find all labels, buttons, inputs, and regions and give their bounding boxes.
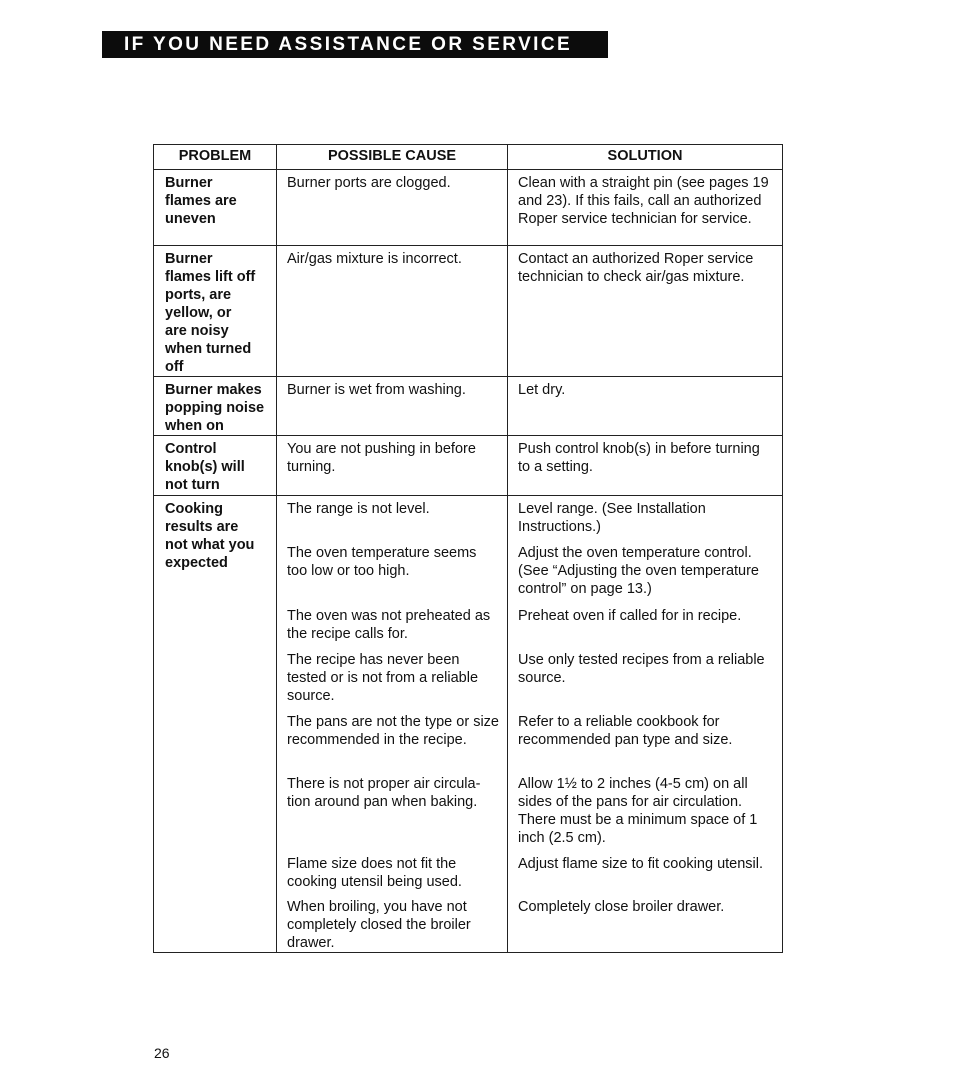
solution-text: Adjust the oven temperature control. (See “Adjusting the oven temperature control” on page 13.) xyxy=(518,544,759,597)
problem-text: Control knob(s) will not turn xyxy=(165,441,245,493)
cause-cell xyxy=(277,894,508,953)
solution-text: Preheat oven if called for in recipe. xyxy=(518,607,742,624)
solution-text: Let dry. xyxy=(518,382,566,398)
solution-text: Allow 1½ to 2 inches (4-5 cm) on all sides of the pans for air circulation. There must be a minimum space of 1 inch (2.5 cm). xyxy=(518,775,758,846)
solution-text: Use only tested recipes from a reliable source. xyxy=(518,651,765,686)
troubleshooting-table xyxy=(153,144,783,953)
solution-cell xyxy=(508,771,783,851)
solution-cell xyxy=(508,647,783,709)
column-header-problem: PROBLEM xyxy=(154,145,277,170)
table-row xyxy=(154,377,783,436)
cause-cell xyxy=(277,603,508,647)
cause-cell xyxy=(277,647,508,709)
problem-text: Burner flames are uneven xyxy=(165,175,237,227)
problem-cell xyxy=(154,246,277,377)
problem-cell xyxy=(154,377,277,436)
cause-cell xyxy=(277,170,508,246)
solution-cell xyxy=(508,246,783,377)
cause-text: The pans are not the type or size recommended in the recipe. xyxy=(287,713,499,748)
problem-text: Cooking results are not what you expected xyxy=(165,501,255,571)
solution-text: Contact an authorized Roper service technician to check air/gas mixture. xyxy=(518,251,754,285)
solution-cell xyxy=(508,377,783,436)
solution-text: Refer to a reliable cookbook for recommended pan type and size. xyxy=(518,713,733,748)
solution-cell xyxy=(508,894,783,953)
cause-cell xyxy=(277,377,508,436)
cause-text: When broiling, you have not completely closed the broiler drawer. xyxy=(287,898,471,951)
solution-cell xyxy=(508,436,783,496)
solution-cell xyxy=(508,170,783,246)
solution-text: Completely close broiler drawer. xyxy=(518,898,725,915)
solution-text: Level range. (See Installation Instructions.) xyxy=(518,501,706,535)
problem-cell xyxy=(154,170,277,246)
table-header-row xyxy=(154,145,783,170)
solution-cell xyxy=(508,851,783,894)
page-number: 26 xyxy=(154,1045,170,1061)
cause-text: Burner is wet from washing. xyxy=(287,382,466,398)
column-header-solution: SOLUTION xyxy=(508,145,783,170)
cause-text: The recipe has never been tested or is not from a reliable source. xyxy=(287,651,479,704)
solution-text: Push control knob(s) in before turning to a setting. xyxy=(518,441,760,475)
cause-cell xyxy=(277,540,508,603)
cause-cell xyxy=(277,771,508,851)
cause-cell xyxy=(277,246,508,377)
table-row xyxy=(154,496,783,540)
cause-text: Air/gas mixture is incorrect. xyxy=(287,251,462,267)
table-body xyxy=(154,170,783,953)
section-banner: IF YOU NEED ASSISTANCE OR SERVICE xyxy=(102,31,608,58)
solution-text: Adjust flame size to fit cooking utensil. xyxy=(518,855,764,872)
cause-text: There is not proper air circula-tion around pan when baking. xyxy=(287,775,481,810)
problem-text: Burner flames lift off ports, are yellow, or are noisy when turned off xyxy=(165,251,256,375)
solution-cell xyxy=(508,496,783,540)
troubleshooting-table-container xyxy=(153,144,782,953)
cause-text: Burner ports are clogged. xyxy=(287,175,451,191)
cause-cell xyxy=(277,436,508,496)
problem-cell xyxy=(154,496,277,953)
table-row xyxy=(154,246,783,377)
cause-cell xyxy=(277,709,508,771)
cause-cell xyxy=(277,496,508,540)
solution-text: Clean with a straight pin (see pages 19 and 23). If this fails, call an authorized Roper service technician for service. xyxy=(518,175,769,227)
column-header-cause: POSSIBLE CAUSE xyxy=(277,145,508,170)
solution-cell xyxy=(508,709,783,771)
cause-text: You are not pushing in before turning. xyxy=(287,441,476,475)
solution-cell xyxy=(508,603,783,647)
cause-text: The oven was not preheated as the recipe calls for. xyxy=(287,607,491,642)
cause-text: The range is not level. xyxy=(287,501,430,517)
problem-cell xyxy=(154,436,277,496)
table-row xyxy=(154,170,783,246)
problem-text: Burner makes popping noise when on xyxy=(165,382,265,434)
cause-cell xyxy=(277,851,508,894)
cause-text: The oven temperature seems too low or too high. xyxy=(287,544,477,579)
table-row xyxy=(154,436,783,496)
cause-text: Flame size does not fit the cooking utensil being used. xyxy=(287,855,462,890)
solution-cell xyxy=(508,540,783,603)
